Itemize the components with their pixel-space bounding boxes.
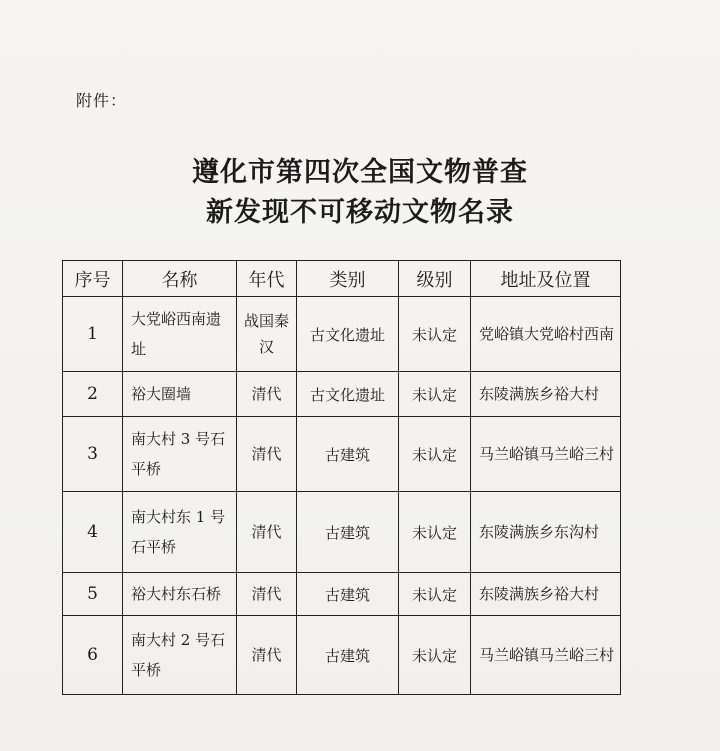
- header-name: 名称: [123, 261, 237, 297]
- header-address: 地址及位置: [471, 261, 621, 297]
- table-row: [63, 297, 621, 372]
- cell-address: 东陵满族乡裕大村: [471, 573, 621, 616]
- table-row: [63, 492, 621, 573]
- header-era: 年代: [237, 261, 297, 297]
- cell-era: 清代: [237, 573, 297, 616]
- attachment-label: 附件：: [76, 91, 128, 110]
- cell-name: 裕大村东石桥: [123, 573, 237, 616]
- cell-era: 清代: [237, 616, 297, 695]
- cell-level: 未认定: [399, 573, 471, 616]
- cell-no: 2: [63, 372, 123, 417]
- cell-name: 大党峪西南遗址: [123, 297, 237, 372]
- cell-era: 清代: [237, 372, 297, 417]
- cell-category: 古文化遗址: [297, 372, 399, 417]
- header-no: 序号: [63, 261, 123, 297]
- table-row: [63, 573, 621, 616]
- cell-address: 马兰峪镇马兰峪三村: [471, 616, 621, 695]
- cell-era: 清代: [237, 417, 297, 492]
- cell-level: 未认定: [399, 492, 471, 573]
- cell-level: 未认定: [399, 417, 471, 492]
- cell-no: 4: [63, 492, 123, 573]
- cell-no: 3: [63, 417, 123, 492]
- cell-name: 裕大圈墙: [123, 372, 237, 417]
- header-level: 级别: [399, 261, 471, 297]
- header-category: 类别: [297, 261, 399, 297]
- cell-address: 马兰峪镇马兰峪三村: [471, 417, 621, 492]
- cell-level: 未认定: [399, 372, 471, 417]
- table-row: [63, 372, 621, 417]
- cell-no: 1: [63, 297, 123, 372]
- table-header-row: [63, 261, 621, 297]
- cell-category: 古建筑: [297, 616, 399, 695]
- document-title-line2: 新发现不可移动文物名录: [206, 197, 514, 228]
- cell-name: 南大村东 1 号石平桥: [123, 492, 237, 573]
- cell-address: 东陵满族乡东沟村: [471, 492, 621, 573]
- document-title-line1: 遵化市第四次全国文物普查: [192, 157, 528, 188]
- cell-era: 清代: [237, 492, 297, 573]
- table-row: [63, 616, 621, 695]
- relics-table: [62, 260, 621, 695]
- cell-category: 古文化遗址: [297, 297, 399, 372]
- cell-category: 古建筑: [297, 573, 399, 616]
- cell-address: 党峪镇大党峪村西南: [471, 297, 621, 372]
- table-row: [63, 417, 621, 492]
- cell-name: 南大村 3 号石平桥: [123, 417, 237, 492]
- cell-level: 未认定: [399, 616, 471, 695]
- cell-level: 未认定: [399, 297, 471, 372]
- cell-name: 南大村 2 号石平桥: [123, 616, 237, 695]
- cell-category: 古建筑: [297, 492, 399, 573]
- cell-category: 古建筑: [297, 417, 399, 492]
- cell-no: 6: [63, 616, 123, 695]
- cell-address: 东陵满族乡裕大村: [471, 372, 621, 417]
- cell-no: 5: [63, 573, 123, 616]
- cell-era: 战国秦汉: [237, 297, 297, 372]
